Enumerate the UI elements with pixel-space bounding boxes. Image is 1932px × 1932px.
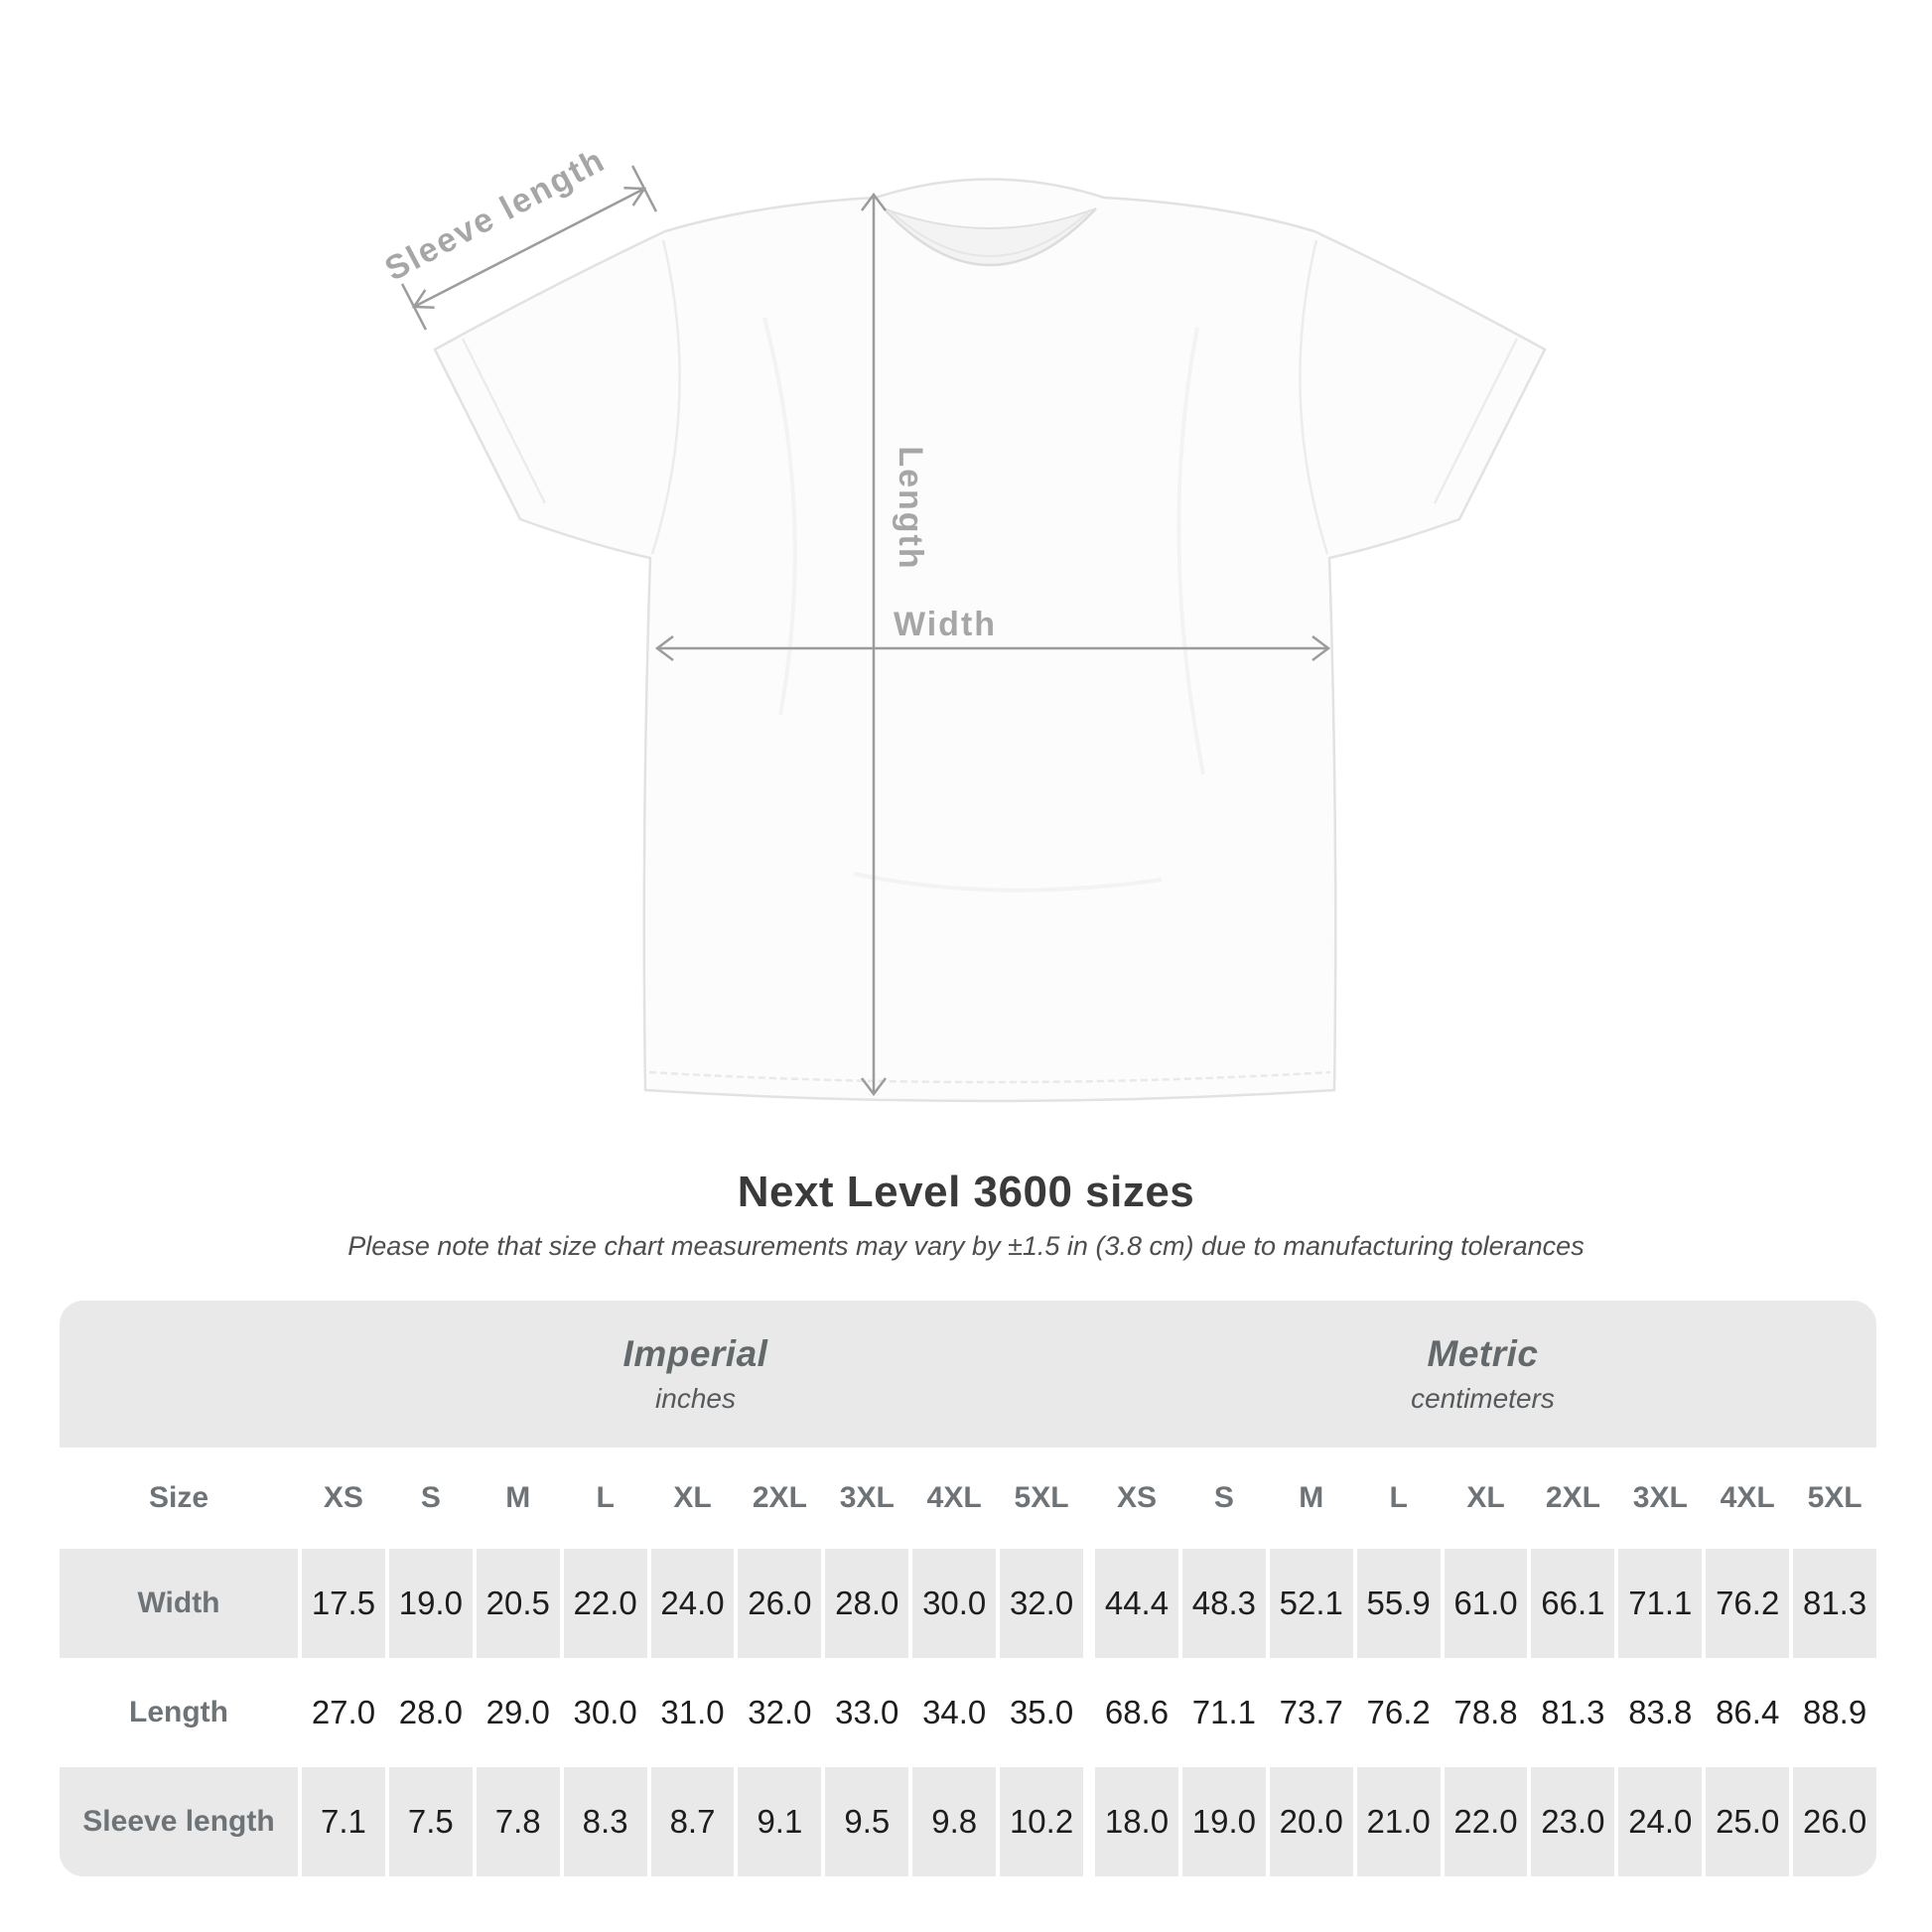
value-cell: 19.0 xyxy=(1182,1767,1266,1876)
value-cell: 86.4 xyxy=(1706,1658,1789,1767)
row-label: Length xyxy=(60,1658,298,1767)
sleeve-length-label: Sleeve length xyxy=(378,140,613,289)
value-cell: 35.0 xyxy=(1000,1658,1083,1767)
value-cell: 68.6 xyxy=(1095,1658,1178,1767)
value-cell: 20.0 xyxy=(1270,1767,1353,1876)
value-cell: 28.0 xyxy=(825,1549,908,1658)
metric-title: Metric xyxy=(1427,1333,1539,1374)
measurement-row xyxy=(60,1767,1876,1876)
row-label: Sleeve length xyxy=(60,1767,298,1876)
value-cell: 25.0 xyxy=(1706,1767,1789,1876)
size-col-header: L xyxy=(1357,1448,1441,1549)
value-cell: 26.0 xyxy=(738,1549,821,1658)
size-col-header: S xyxy=(1182,1448,1266,1549)
value-cell: 32.0 xyxy=(738,1658,821,1767)
value-cell: 24.0 xyxy=(651,1549,735,1658)
size-col-header: 4XL xyxy=(912,1448,996,1549)
value-cell: 7.8 xyxy=(477,1767,560,1876)
value-cell: 17.5 xyxy=(302,1549,385,1658)
metric-header xyxy=(1089,1301,1876,1448)
tolerance-note: Please note that size chart measurements may vary by ±1.5 in (3.8 cm) due to manufacturing tolerances xyxy=(347,1231,1585,1261)
page-title: Next Level 3600 sizes xyxy=(737,1168,1195,1216)
size-col-header: 2XL xyxy=(1531,1448,1614,1549)
size-chart-table xyxy=(60,1301,1876,1876)
value-cell: 9.5 xyxy=(825,1767,908,1876)
imperial-header xyxy=(302,1301,1089,1448)
value-cell: 28.0 xyxy=(389,1658,473,1767)
size-col-header: 4XL xyxy=(1706,1448,1789,1549)
value-cell: 8.7 xyxy=(651,1767,735,1876)
table-body xyxy=(60,1448,1876,1876)
value-cell: 78.8 xyxy=(1445,1658,1528,1767)
value-cell: 26.0 xyxy=(1793,1767,1876,1876)
value-cell: 30.0 xyxy=(912,1549,996,1658)
value-cell: 10.2 xyxy=(1000,1767,1083,1876)
size-col-header: L xyxy=(564,1448,647,1549)
value-cell: 81.3 xyxy=(1793,1549,1876,1658)
value-cell: 81.3 xyxy=(1531,1658,1614,1767)
size-col-header: 3XL xyxy=(825,1448,908,1549)
value-cell: 61.0 xyxy=(1445,1549,1528,1658)
size-col-header: XL xyxy=(651,1448,735,1549)
value-cell: 55.9 xyxy=(1357,1549,1441,1658)
value-cell: 29.0 xyxy=(477,1658,560,1767)
size-col-header: M xyxy=(1270,1448,1353,1549)
value-cell: 71.1 xyxy=(1618,1549,1702,1658)
value-cell: 48.3 xyxy=(1182,1549,1266,1658)
value-cell: 66.1 xyxy=(1531,1549,1614,1658)
imperial-unit: inches xyxy=(655,1383,736,1414)
value-cell: 21.0 xyxy=(1357,1767,1441,1876)
value-cell: 19.0 xyxy=(389,1549,473,1658)
size-col-header: 3XL xyxy=(1618,1448,1702,1549)
value-cell: 76.2 xyxy=(1357,1658,1441,1767)
value-cell: 23.0 xyxy=(1531,1767,1614,1876)
value-cell: 18.0 xyxy=(1095,1767,1178,1876)
value-cell: 71.1 xyxy=(1182,1658,1266,1767)
size-col-header: XS xyxy=(302,1448,385,1549)
value-cell: 31.0 xyxy=(651,1658,735,1767)
value-cell: 76.2 xyxy=(1706,1549,1789,1658)
value-cell: 9.8 xyxy=(912,1767,996,1876)
size-col-header: 2XL xyxy=(738,1448,821,1549)
value-cell: 7.1 xyxy=(302,1767,385,1876)
value-cell: 44.4 xyxy=(1095,1549,1178,1658)
size-header-label: Size xyxy=(60,1448,298,1549)
value-cell: 83.8 xyxy=(1618,1658,1702,1767)
value-cell: 34.0 xyxy=(912,1658,996,1767)
value-cell: 73.7 xyxy=(1270,1658,1353,1767)
units-band xyxy=(60,1301,1876,1448)
width-label: Width xyxy=(893,606,998,643)
value-cell: 8.3 xyxy=(564,1767,647,1876)
length-label: Length xyxy=(892,446,929,571)
size-col-header: XS xyxy=(1095,1448,1178,1549)
size-col-header: XL xyxy=(1445,1448,1528,1549)
value-cell: 30.0 xyxy=(564,1658,647,1767)
metric-unit: centimeters xyxy=(1411,1383,1555,1414)
value-cell: 52.1 xyxy=(1270,1549,1353,1658)
size-col-header: S xyxy=(389,1448,473,1549)
imperial-title: Imperial xyxy=(622,1333,768,1374)
value-cell: 20.5 xyxy=(477,1549,560,1658)
value-cell: 24.0 xyxy=(1618,1767,1702,1876)
size-col-header: 5XL xyxy=(1793,1448,1876,1549)
measurement-row xyxy=(60,1549,1876,1658)
measurement-row xyxy=(60,1658,1876,1767)
value-cell: 9.1 xyxy=(738,1767,821,1876)
value-cell: 22.0 xyxy=(1445,1767,1528,1876)
value-cell: 32.0 xyxy=(1000,1549,1083,1658)
value-cell: 33.0 xyxy=(825,1658,908,1767)
value-cell: 27.0 xyxy=(302,1658,385,1767)
row-label: Width xyxy=(60,1549,298,1658)
value-cell: 7.5 xyxy=(389,1767,473,1876)
value-cell: 88.9 xyxy=(1793,1658,1876,1767)
size-header-row xyxy=(60,1448,1876,1549)
size-col-header: 5XL xyxy=(1000,1448,1083,1549)
size-col-header: M xyxy=(477,1448,560,1549)
value-cell: 22.0 xyxy=(564,1549,647,1658)
